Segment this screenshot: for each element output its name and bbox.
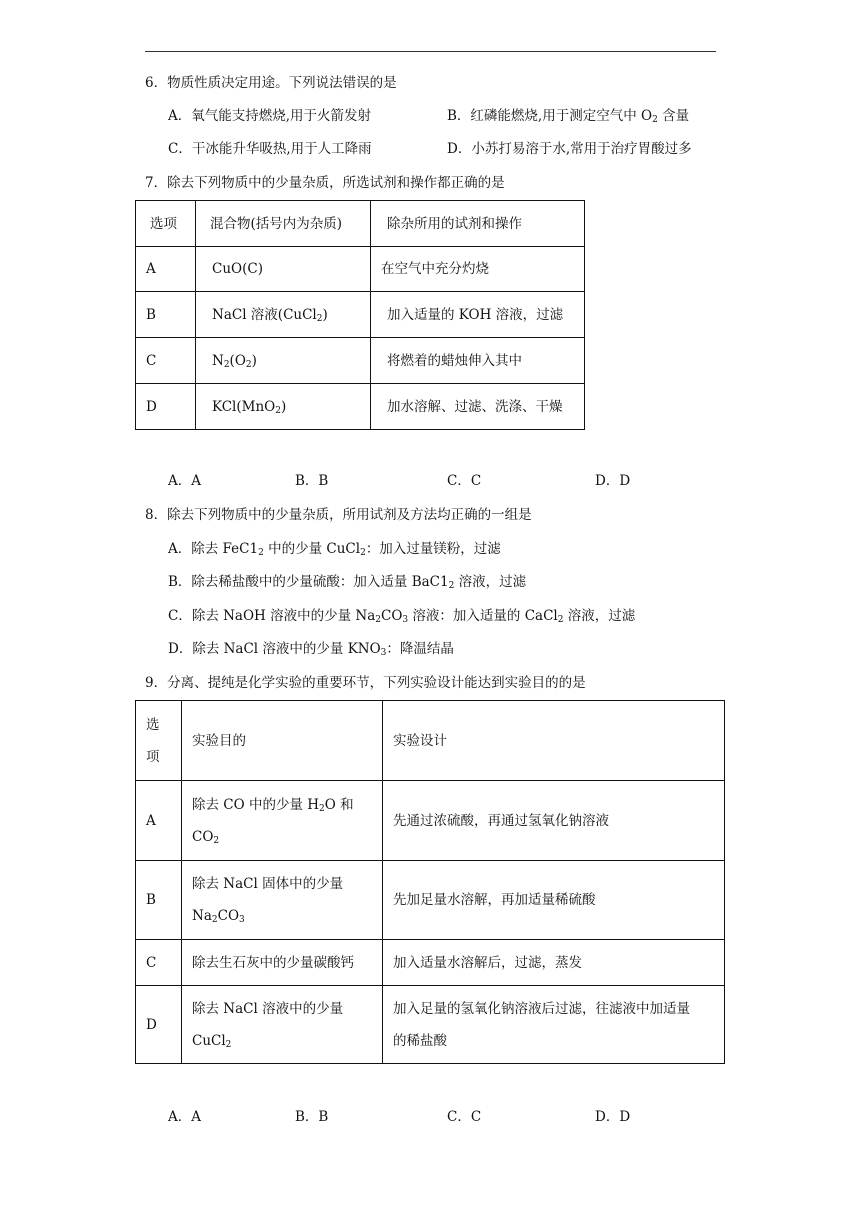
- header-rule: [145, 51, 716, 52]
- table-cell: D: [136, 986, 182, 1064]
- table-row: [136, 338, 585, 384]
- table-row: [136, 861, 725, 940]
- q6-stem: 6．物质性质决定用途。下列说法错误的是: [145, 75, 397, 91]
- q9-choice-b: B．B: [295, 1109, 329, 1125]
- table-cell: A: [136, 247, 196, 292]
- q9-table: [135, 700, 725, 1064]
- q6-option-b: B．红磷能燃烧,用于测定空气中 $O_2$ 含量: [447, 108, 690, 125]
- q9-choice-a: A．A: [168, 1109, 201, 1125]
- table-header-cell: 实验目的: [182, 701, 383, 781]
- q7-stem: 7．除去下列物质中的少量杂质，所选试剂和操作都正确的是: [145, 175, 505, 191]
- q6-option-c: C．干冰能升华吸热,用于人工降雨: [168, 141, 372, 157]
- table-row: [136, 986, 725, 1064]
- q6-option-a: A．氧气能支持燃烧,用于火箭发射: [168, 108, 372, 124]
- table-row: [136, 940, 725, 986]
- table-row: [136, 781, 725, 861]
- table-cell: 加水溶解、过滤、洗涤、干燥: [371, 384, 585, 430]
- table-cell: KCl(MnO$_2$): [196, 384, 371, 430]
- q9-stem: 9．分离、提纯是化学实验的重要环节，下列实验设计能达到实验目的的是: [145, 675, 586, 691]
- table-header-cell: 选 项: [136, 701, 182, 781]
- table-cell: 加入足量的氢氧化钠溶液后过滤，往滤液中加适量 的稀盐酸: [383, 986, 725, 1064]
- table-cell: CuO(C): [196, 247, 371, 292]
- table-cell: NaCl 溶液(CuCl$_2$): [196, 292, 371, 338]
- table-cell: A: [136, 781, 182, 861]
- q7-choice-c: C．C: [447, 473, 482, 489]
- q7-choice-b: B．B: [295, 473, 329, 489]
- table-cell: 先加足量水溶解，再加适量稀硫酸: [383, 861, 725, 940]
- q8-stem: 8．除去下列物质中的少量杂质，所用试剂及方法均正确的一组是: [145, 507, 532, 523]
- q8-option-d: D．除去 NaCl 溶液中的少量 $KNO_3$：降温结晶: [168, 641, 454, 658]
- table-cell: 除去生石灰中的少量碳酸钙: [182, 940, 383, 986]
- table-row: [136, 247, 585, 292]
- table-row: [136, 292, 585, 338]
- table-row: [136, 384, 585, 430]
- table-cell: 除去 CO 中的少量 $H_2O$ 和 $CO_2$: [182, 781, 383, 861]
- table-cell: C: [136, 338, 196, 384]
- q6-option-d: D．小苏打易溶于水,常用于治疗胃酸过多: [447, 141, 692, 157]
- table-cell: $N_2(O_2)$: [196, 338, 371, 384]
- table-cell: 将燃着的蜡烛伸入其中: [371, 338, 585, 384]
- q8-option-b: B．除去稀盐酸中的少量硫酸：加入适量 $BaC1_2$ 溶液，过滤: [168, 574, 527, 591]
- q9-choice-d: D．D: [595, 1109, 631, 1125]
- table-cell: C: [136, 940, 182, 986]
- q7-choice-d: D．D: [595, 473, 631, 489]
- table-cell: 先通过浓硫酸，再通过氢氧化钠溶液: [383, 781, 725, 861]
- table-cell: 加入适量水溶解后，过滤，蒸发: [383, 940, 725, 986]
- table-cell: 加入适量的 KOH 溶液，过滤: [371, 292, 585, 338]
- q8-option-c: C．除去 NaOH 溶液中的少量 $Na_2CO_3$ 溶液：加入适量的 CaCl$_2$ 溶液，过滤: [168, 608, 636, 625]
- table-header-cell: 选项: [136, 201, 196, 247]
- table-cell: D: [136, 384, 196, 430]
- table-header-cell: 混合物(括号内为杂质): [196, 201, 371, 247]
- table-header-row: [136, 701, 725, 781]
- q9-choice-c: C．C: [447, 1109, 482, 1125]
- table-cell: 除去 NaCl 固体中的少量 $Na_2CO_3$: [182, 861, 383, 940]
- table-header-cell: 实验设计: [383, 701, 725, 781]
- q7-choice-a: A．A: [168, 473, 201, 489]
- table-cell: 除去 NaCl 溶液中的少量 CuCl$_2$: [182, 986, 383, 1064]
- q8-option-a: A．除去 $FeC1_2$ 中的少量 CuCl$_2$：加入过量镁粉，过滤: [168, 541, 501, 558]
- table-cell: 在空气中充分灼烧: [371, 247, 585, 292]
- table-header-cell: 除杂所用的试剂和操作: [371, 201, 585, 247]
- table-cell: B: [136, 292, 196, 338]
- q7-table: [135, 200, 585, 430]
- table-header-row: [136, 201, 585, 247]
- table-cell: B: [136, 861, 182, 940]
